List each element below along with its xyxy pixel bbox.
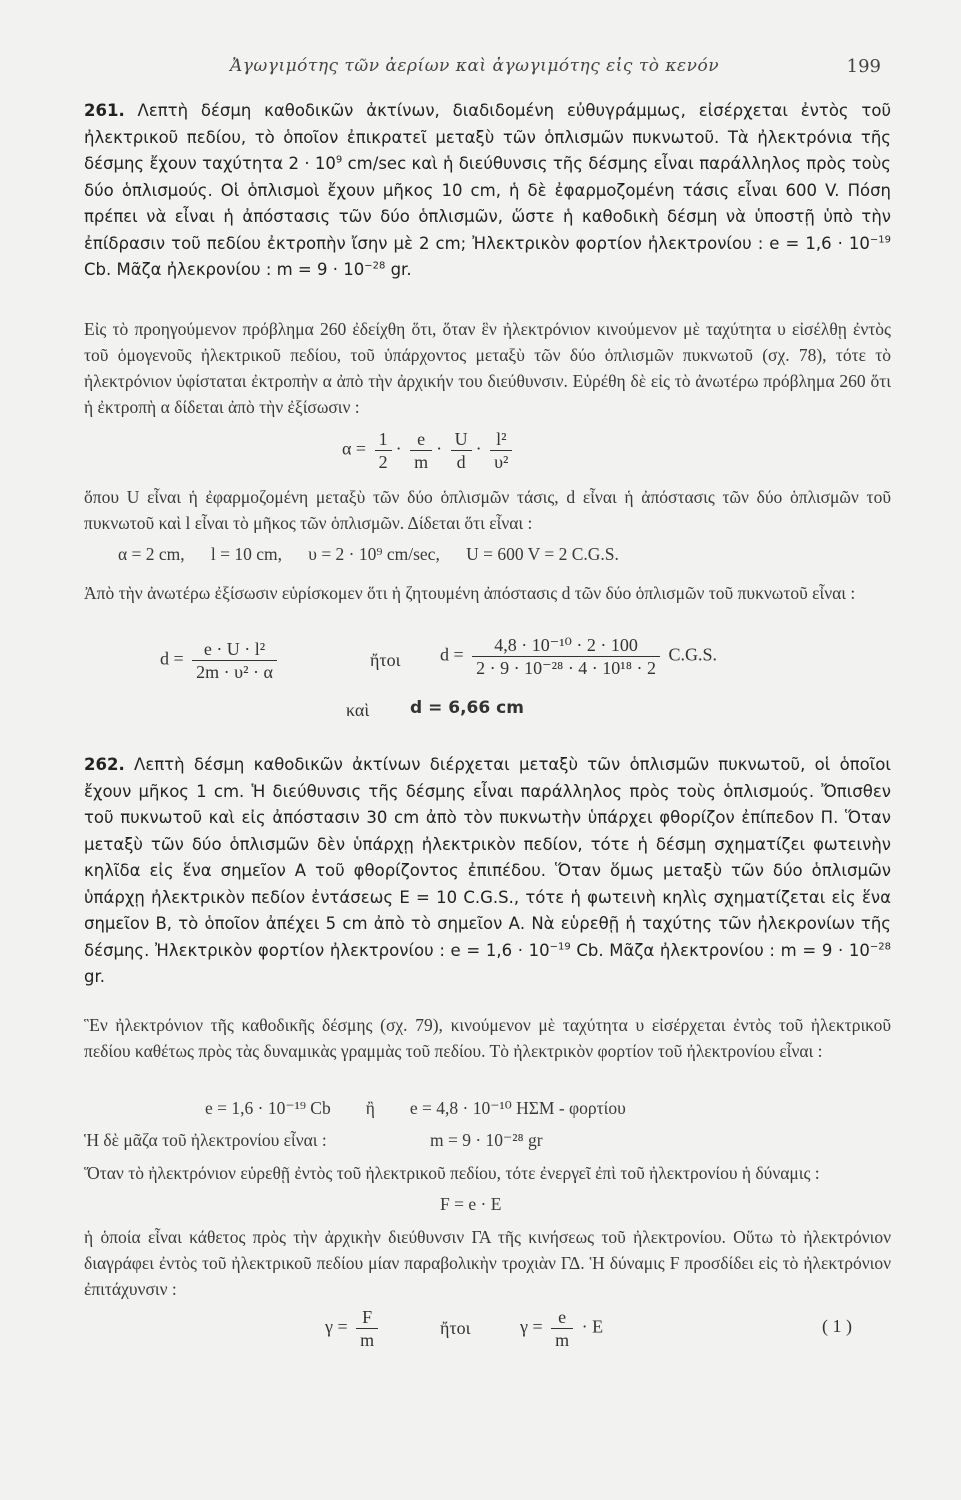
fraction bbox=[192, 638, 277, 683]
exponent: −19 bbox=[869, 234, 891, 245]
unit: C.G.S. bbox=[668, 644, 717, 665]
etoi-label: ἤτοι bbox=[440, 1318, 471, 1338]
problem-text: Cb. Μᾶζα ἠλεκρονίου : m = 9 · 10 bbox=[84, 260, 365, 279]
equation-d-numeric bbox=[440, 634, 717, 679]
fraction bbox=[551, 1306, 573, 1351]
equation-gamma-2 bbox=[520, 1306, 603, 1351]
equation-rest: · E bbox=[581, 1316, 604, 1337]
problem-text: cm/sec καὶ ἡ διεύθυνσις τῆς δέσμης εἶναι παράλληλος πρὸς τοὺς δύο ὁπλισμούς. Οἱ ὁπλισμοὶ ἔχουν μῆκος 10 cm, ἡ δὲ ἐφαρμοζομένη τάσις εἶναι 600 V. Πόση πρέπει νὰ εἶναι ἡ ἀπόστασις τῶν δύο ὁπλισμῶν, ὥστε ἡ καθοδικὴ δέσμη νὰ ὑποστῇ ὑπὸ τὴν ἐπίδρασιν τοῦ πεδίου ἐκτροπὴν ἴσην μὲ 2 cm; Ἠλεκτρικὸν φορτίον ἠλεκτρονίου : e = 1,6 · 10 bbox=[84, 154, 891, 253]
problem-262 bbox=[84, 752, 891, 991]
fraction bbox=[490, 428, 512, 473]
fraction bbox=[375, 428, 392, 473]
equation-alpha: α = $\frac{1}{2}$ · $\frac{e}{m}$ · $\frac{U}{d}$ · $\frac{\text{l²}}{\text{υ²}}$ bbox=[342, 428, 516, 473]
solution-261-para2 bbox=[84, 484, 891, 536]
result-d: d = 6,66 cm bbox=[410, 698, 524, 718]
exponent: −28 bbox=[869, 941, 891, 952]
numerator: l² bbox=[490, 428, 512, 451]
problem-text: Λεπτὴ δέσμη καθοδικῶν ἀκτίνων, διαδιδομένη εὐθυγράμμως, εἰσέρχεται ἐντὸς τοῦ ἠλεκτρικοῦ πεδίου, τὸ ὁποῖον ἐπικρατεῖ μεταξὺ τῶν ὁπλισμῶν πυκνωτοῦ. Τὰ ἠλεκτρόνια τῆς δέσμης ἔχουν ταχύτητα 2 · 10 bbox=[84, 101, 891, 173]
problem-text: Λεπτὴ δέσμη καθοδικῶν ἀκτίνων διέρχεται μεταξὺ τῶν ὁπλισμῶν πυκνωτοῦ, οἱ ὁποῖοι ἔχουν μῆκος 1 cm. Ἡ διεύθυνσις τῆς δέσμης εἶναι παράλληλος πρὸς τοὺς ὁπλισμούς. Ὄπισθεν τοῦ πυκνωτοῦ καὶ εἰς ἀπόστασιν 30 cm ἀπὸ τὸν πυκνωτὴν ὑπάρχει φθορίζον ἐπίπεδον Π. Ὅταν μεταξὺ τῶν δύο ὁπλισμῶν δὲν ὑπάρχῃ ἠλεκτρικὸν πεδίον, τότε ἡ δέσμη σχηματίζει φωτεινὴν κηλῖδα εἰς ἕνα σημεῖον Α τοῦ φθορίζοντος ἐπιπέδου. Ὅταν ὅμως μεταξὺ τῶν δύο ὁπλισμῶν ὑπάρχῃ ἠλεκτρικὸν πεδίον ἐντάσεως E = 10 C.G.S., τότε ἡ φωτεινὴ κηλὶς σχηματίζεται εἰς ἕνα σημεῖον Β, τὸ ὁποῖον ἀπέχει 5 cm ἀπὸ τὸ σημεῖον Α. Νὰ εὑρεθῇ ἡ ταχύτης τῶν ἠλεκρονίων τῆς δέσμης. Ἠλεκτρικὸν φορτίον ἠλεκτρονίου : e = 1,6 · 10 bbox=[84, 755, 891, 960]
numerator: e · U · l² bbox=[192, 638, 277, 661]
equation-label: ( 1 ) bbox=[822, 1316, 852, 1336]
running-title: Ἀγωγιμότης τῶν ἀερίων καὶ ἀγωγιμότης εἰς τὸ κενόν bbox=[230, 56, 720, 76]
denominator: m bbox=[555, 1330, 570, 1350]
kai-label: καὶ bbox=[346, 700, 370, 720]
exponent: −19 bbox=[549, 941, 571, 952]
force-equation: F = e · E bbox=[440, 1194, 502, 1214]
force-label bbox=[84, 1160, 891, 1186]
solution-text: Ἀπὸ τὴν ἀνωτέρω ἐξίσωσιν εὑρίσκομεν ὅτι ἡ ζητουμένη ἀπόστασις d τῶν δύο ὁπλισμῶν τοῦ πυκνωτοῦ εἶναι : bbox=[84, 583, 856, 603]
equation-lhs: d = bbox=[440, 644, 464, 665]
fraction bbox=[410, 428, 432, 473]
denominator: υ² bbox=[494, 452, 509, 472]
given-values: α = 2 cm, l = 10 cm, υ = 2 · 10⁹ cm/sec, U = 600 V = 2 C.G.S. bbox=[118, 544, 619, 564]
page-header bbox=[70, 56, 881, 84]
solution-262-para2 bbox=[84, 1224, 891, 1302]
denominator: d bbox=[456, 452, 466, 472]
charge-equation: e = 1,6 · 10⁻¹⁹ Cb ἢ e = 4,8 · 10⁻¹⁰ ΗΣΜ - φορτίου bbox=[205, 1098, 626, 1118]
equation-lhs: γ = bbox=[520, 1316, 543, 1337]
solution-text: ὅπου U εἶναι ἡ ἐφαρμοζομένη μεταξὺ τῶν δύο ὁπλισμῶν τάσις, d εἶναι ἡ ἀπόστασις τῶν δύο ὁπλισμῶν τοῦ πυκνωτοῦ καὶ l εἶναι τὸ μῆκος τῶν ὁπλισμῶν. Δίδεται ὅτι εἶναι : bbox=[84, 487, 891, 533]
solution-262-para1 bbox=[84, 1012, 891, 1064]
numerator: e bbox=[551, 1306, 573, 1329]
fraction bbox=[451, 428, 472, 473]
denominator: 2 bbox=[378, 452, 388, 472]
solution-261-para1 bbox=[84, 316, 891, 420]
exponent: −28 bbox=[364, 260, 386, 272]
numerator: 1 bbox=[375, 428, 392, 451]
page-number: 199 bbox=[846, 56, 881, 77]
numerator: F bbox=[356, 1306, 378, 1329]
problem-number: 262. bbox=[84, 755, 125, 774]
problem-text: gr. bbox=[84, 967, 105, 986]
numerator: e bbox=[410, 428, 432, 451]
fraction bbox=[472, 634, 660, 679]
numerator: U bbox=[451, 428, 472, 451]
denominator: 2 · 9 · 10⁻²⁸ · 4 · 10¹⁸ · 2 bbox=[476, 658, 656, 678]
solution-text: Εἰς τὸ προηγούμενον πρόβλημα 260 ἐδείχθη ὅτι, ὅταν ἓν ἠλεκτρόνιον κινούμενον μὲ ταχύτητα υ εἰσέλθῃ ἐντὸς τοῦ ὁμογενοῦς ἠλεκτρικοῦ πεδίου, τοῦ ὑπάρχοντος μεταξὺ τῶν δύο ὁπλισμῶν πυκνωτοῦ (σχ. 78), τότε τὸ ἠλεκτρόνιον ὑφίσταται ἐκτροπὴν α ἀπὸ τὴν ἀρχικήν του διεύθυνσιν. Εὑρέθη δὲ εἰς τὸ ἀνωτέρω πρόβλημα 260 ὅτι ἡ ἐκτροπὴ α δίδεται ἀπὸ τὴν ἐξίσωσιν : bbox=[84, 319, 891, 417]
problem-text: gr. bbox=[385, 260, 412, 279]
problem-number: 261. bbox=[84, 101, 125, 120]
exponent: 9 bbox=[335, 154, 343, 166]
denominator: m bbox=[414, 452, 429, 472]
problem-text: Cb. Μᾶζα ἠλεκτρονίου : m = 9 · 10 bbox=[570, 940, 870, 960]
solution-text: ἡ ὁποία εἶναι κάθετος πρὸς τὴν ἀρχικὴν διεύθυνσιν ΓΑ τῆς κινήσεως τοῦ ἠλεκτρονίου. Οὕτω τὸ ἠλεκτρόνιον διαγράφει ἐντὸς τοῦ ἠλεκτρικοῦ πεδίου μίαν παραβολικὴν τροχιὰν ΓΔ. Ἡ δύναμις F προσδίδει εἰς τὸ ἠλεκτρόνιον ἐπιτάχυνσιν : bbox=[84, 1227, 891, 1299]
fraction bbox=[356, 1306, 378, 1351]
etoi-label: ἤτοι bbox=[370, 650, 401, 670]
solution-text: Ὅταν τὸ ἠλεκτρόνιον εὑρεθῇ ἐντὸς τοῦ ἠλεκτρικοῦ πεδίου, τότε ἐνεργεῖ ἐπὶ τοῦ ἠλεκτρονίου ἡ δύναμις : bbox=[84, 1163, 820, 1183]
equation-gamma bbox=[325, 1306, 382, 1351]
problem-261 bbox=[84, 98, 891, 284]
equation-lhs: d = bbox=[160, 648, 184, 669]
equation-lhs: γ = bbox=[325, 1316, 348, 1337]
solution-text: Ἓν ἠλεκτρόνιον τῆς καθοδικῆς δέσμης (σχ. 79), κινούμενον μὲ ταχύτητα υ εἰσέρχεται ἐντὸς τοῦ ἠλεκτρικοῦ πεδίου καθέτως πρὸς τὰς δυναμικὰς γραμμὰς τοῦ πεδίου. Τὸ ἠλεκτρικὸν φορτίον τοῦ ἠλεκτρονίου εἶναι : bbox=[84, 1015, 891, 1061]
denominator: 2m · υ² · α bbox=[196, 662, 273, 682]
solution-261-para3 bbox=[84, 580, 891, 606]
mass-label: Ἡ δὲ μᾶζα τοῦ ἠλεκτρονίου εἶναι : bbox=[84, 1130, 327, 1150]
equation-d bbox=[160, 638, 281, 683]
mass-equation: m = 9 · 10⁻²⁸ gr bbox=[430, 1130, 543, 1150]
numerator: 4,8 · 10⁻¹⁰ · 2 · 100 bbox=[472, 634, 660, 657]
denominator: m bbox=[360, 1330, 375, 1350]
equation-lhs: α = bbox=[342, 438, 367, 459]
